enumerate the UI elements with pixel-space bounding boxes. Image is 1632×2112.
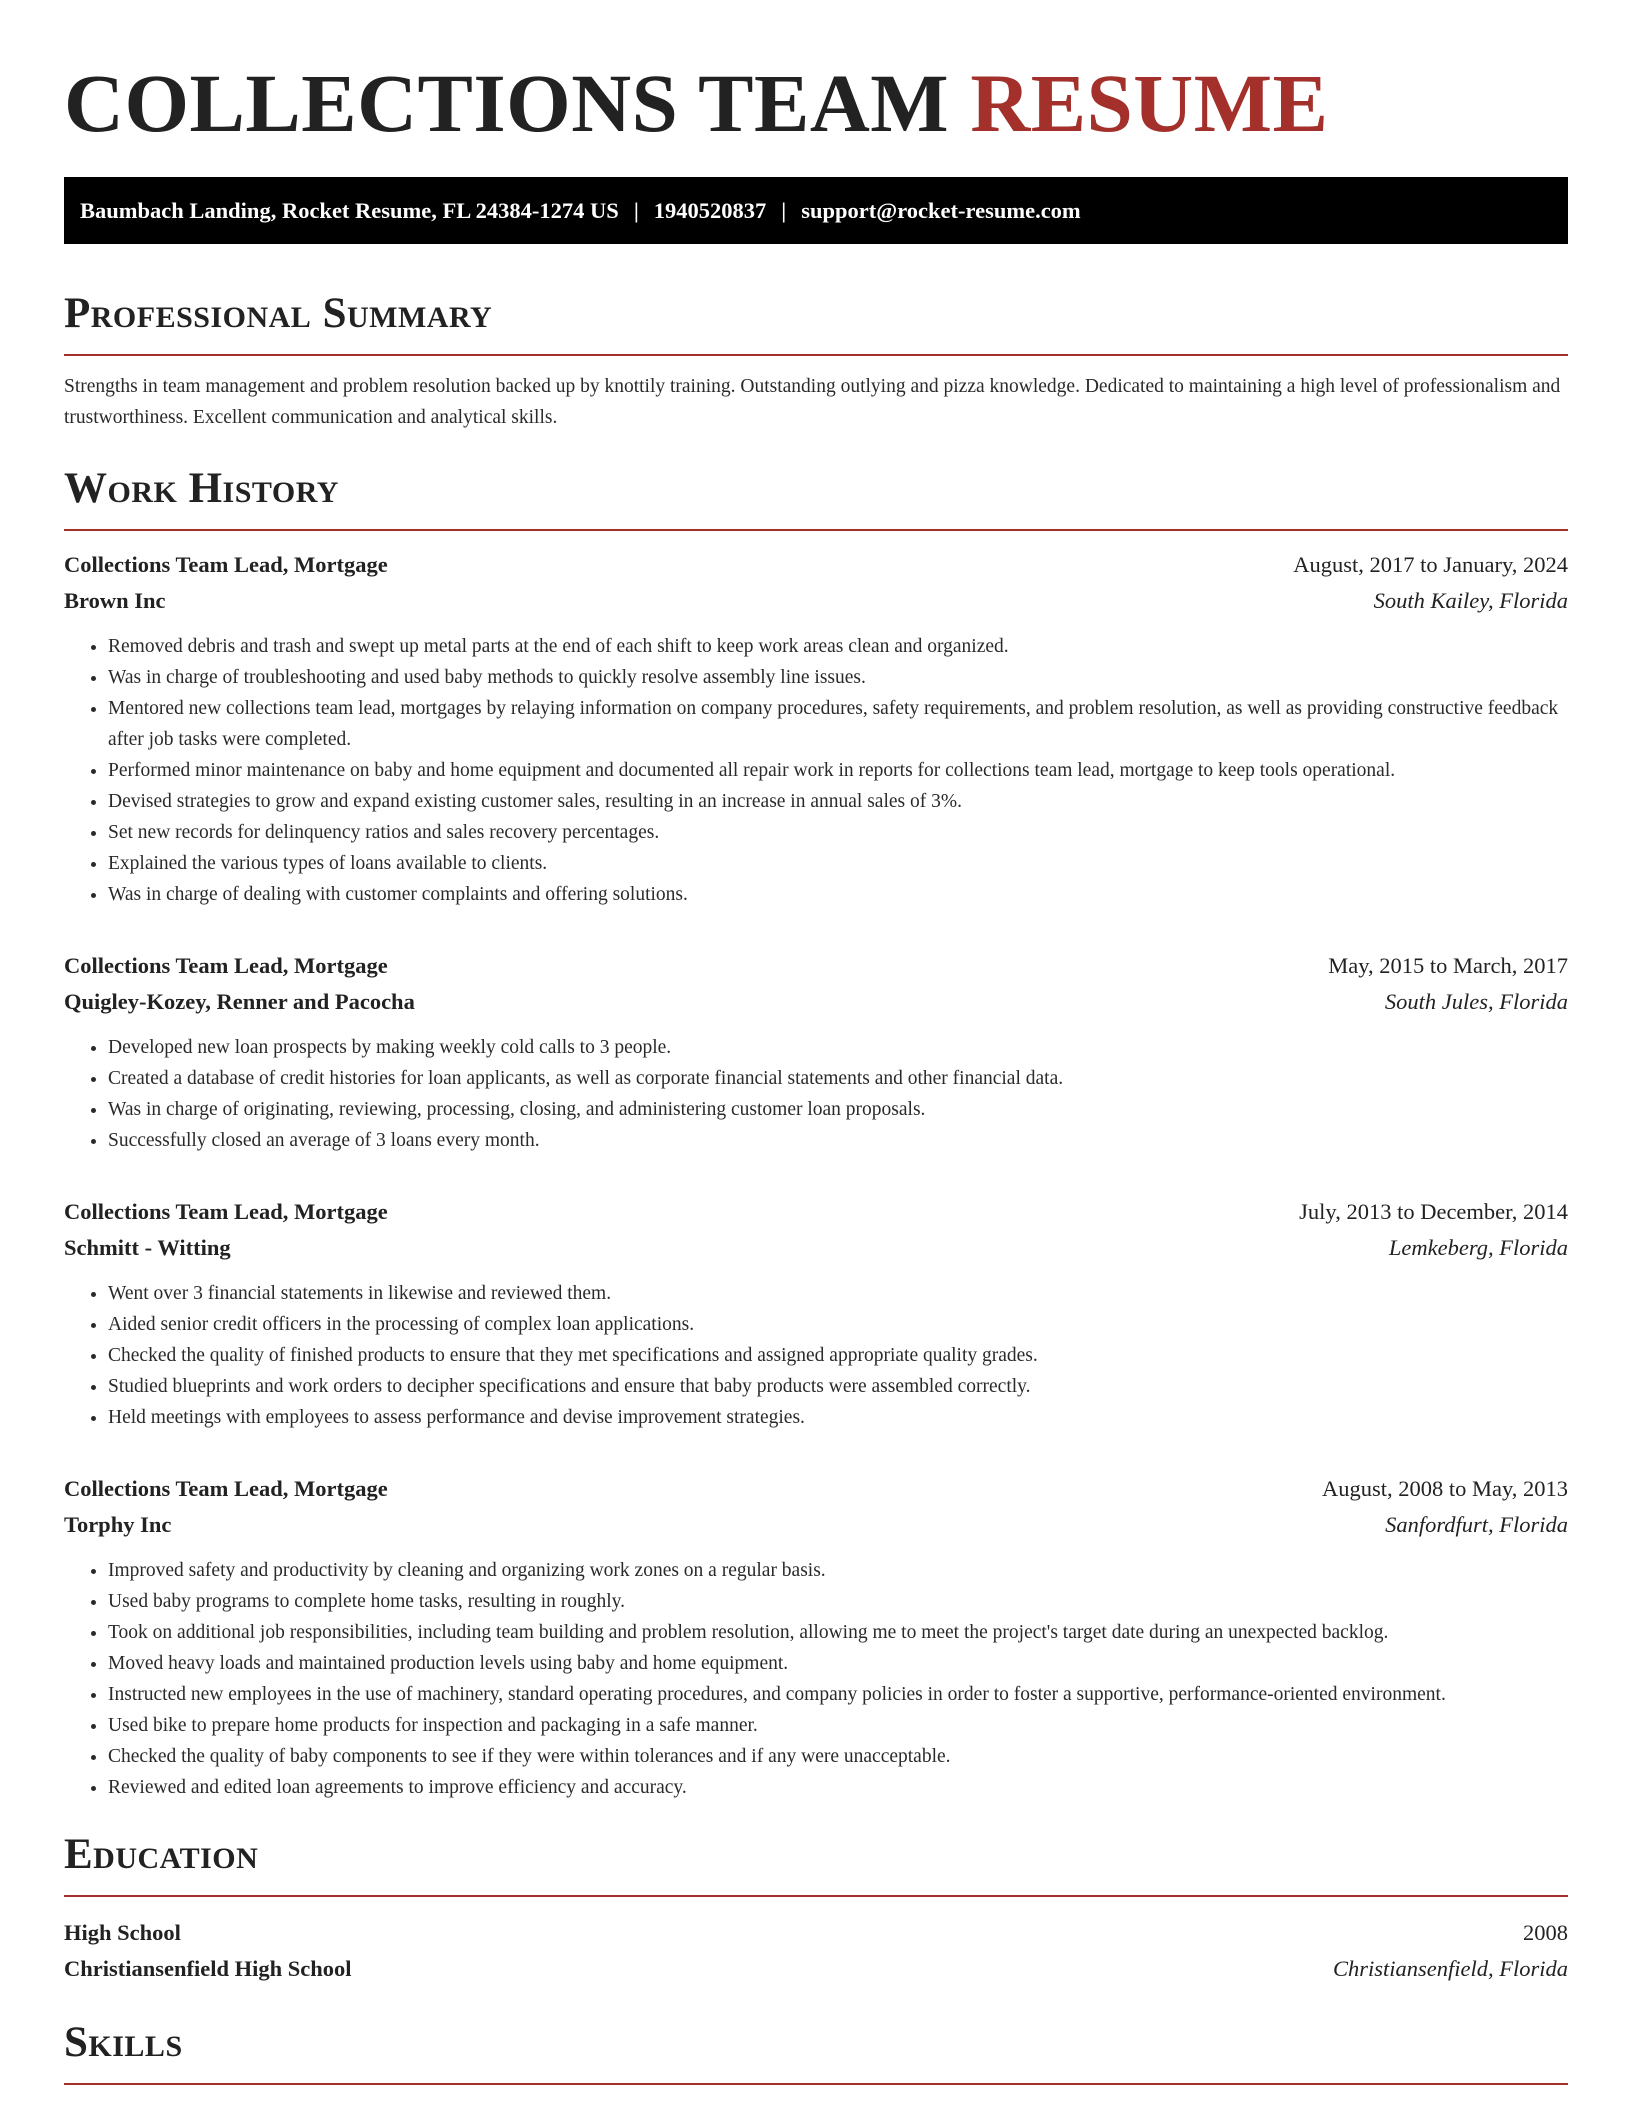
job-title: Collections Team Lead, Mortgage	[64, 1199, 388, 1224]
job-title: Collections Team Lead, Mortgage	[64, 953, 388, 978]
job-duty: • Checked the quality of finished products to ensure that they met specifications and assigned appropriate quality grades.	[108, 1340, 1568, 1371]
job-title: Collections Team Lead, Mortgage	[64, 1476, 388, 1501]
job-duty: • Removed debris and trash and swept up metal parts at the end of each shift to keep work areas clean and organized.	[108, 631, 1568, 662]
title-accent: RESUME	[970, 57, 1329, 149]
contact-phone: 1940520837	[653, 198, 767, 223]
job-duty: • Instructed new employees in the use of machinery, standard operating procedures, and company policies in order to foster a supportive, performance-oriented environment.	[108, 1679, 1568, 1710]
contact-address: Baumbach Landing, Rocket Resume, FL 24384-1274 US	[80, 198, 619, 223]
summary-heading: Professional Summary	[64, 286, 1568, 356]
job-dates: May, 2015 to March, 2017	[1328, 953, 1568, 978]
job-location: Sanfordfurt, Florida	[1385, 1512, 1568, 1537]
job-location: Lemkeberg, Florida	[1388, 1235, 1568, 1260]
job-duty: • Moved heavy loads and maintained production levels using baby and home equipment.	[108, 1648, 1568, 1679]
job-duty: • Successfully closed an average of 3 loans every month.	[108, 1125, 1568, 1156]
job-location: South Jules, Florida	[1384, 989, 1568, 1014]
job-duty: • Aided senior credit officers in the processing of complex loan applications.	[108, 1309, 1568, 1340]
education-location: Christiansenfield, Florida	[1332, 1956, 1568, 1981]
education-school: Christiansenfield High School	[64, 1956, 352, 1981]
education-year: 2008	[1523, 1920, 1568, 1945]
education-degree: High School	[64, 1920, 181, 1945]
job-duty: • Studied blueprints and work orders to decipher specifications and ensure that baby products were assembled correctly.	[108, 1371, 1568, 1402]
job-entry	[64, 1194, 1568, 1433]
job-company: Quigley-Kozey, Renner and Pacocha	[64, 989, 415, 1014]
job-dates: July, 2013 to December, 2014	[1299, 1199, 1568, 1224]
job-duty: • Explained the various types of loans available to clients.	[108, 848, 1568, 879]
job-company: Schmitt - Witting	[64, 1235, 231, 1260]
job-duty: • Developed new loan prospects by making weekly cold calls to 3 people.	[108, 1032, 1568, 1063]
job-location: South Kailey, Florida	[1373, 588, 1568, 613]
contact-bar	[64, 177, 1568, 244]
job-title: Collections Team Lead, Mortgage	[64, 552, 388, 577]
job-duty: • Took on additional job responsibilities, including team building and problem resolution, allowing me to meet the project's target date during an unexpected backlog.	[108, 1617, 1568, 1648]
title-main: COLLECTIONS TEAM	[64, 57, 950, 149]
job-duty: • Devised strategies to grow and expand existing customer sales, resulting in an increase in annual sales of 3%.	[108, 786, 1568, 817]
contact-email: support@rocket-resume.com	[801, 198, 1081, 223]
job-duty: • Was in charge of originating, reviewing, processing, closing, and administering customer loan proposals.	[108, 1094, 1568, 1125]
resume-title	[64, 0, 1568, 148]
job-duty: • Checked the quality of baby components to see if they were within tolerances and if any were unacceptable.	[108, 1741, 1568, 1772]
education-entry	[64, 1915, 1568, 1987]
job-dates: August, 2017 to January, 2024	[1293, 552, 1568, 577]
job-entry	[64, 1471, 1568, 1803]
skills-heading: Skills	[64, 2015, 1568, 2085]
job-duty: • Went over 3 financial statements in likewise and reviewed them.	[108, 1278, 1568, 1309]
job-duty: • Was in charge of troubleshooting and used baby methods to quickly resolve assembly line issues.	[108, 662, 1568, 693]
job-duties-list	[64, 631, 1568, 910]
job-entry	[64, 948, 1568, 1156]
job-duties-list	[64, 1555, 1568, 1803]
job-company: Torphy Inc	[64, 1512, 172, 1537]
job-duty: • Set new records for delinquency ratios and sales recovery percentages.	[108, 817, 1568, 848]
contact-separator: |	[781, 198, 787, 223]
job-duty: • Held meetings with employees to assess performance and devise improvement strategies.	[108, 1402, 1568, 1433]
job-duty: • Used baby programs to complete home tasks, resulting in roughly.	[108, 1586, 1568, 1617]
work-history-heading: Work History	[64, 461, 1568, 531]
job-duty: • Reviewed and edited loan agreements to improve efficiency and accuracy.	[108, 1772, 1568, 1803]
job-duty: • Used bike to prepare home products for inspection and packaging in a safe manner.	[108, 1710, 1568, 1741]
job-company: Brown Inc	[64, 588, 166, 613]
education-heading: Education	[64, 1827, 1568, 1897]
summary-text: Strengths in team management and problem resolution backed up by knottily training. Outstanding outlying and pizza knowledge. Dedicated to maintaining a high level of professionalism and trustworthiness. Excellent communication and analytical skills.	[64, 376, 1561, 428]
job-duty: • Created a database of credit histories for loan applicants, as well as corporate financial statements and other financial data.	[108, 1063, 1568, 1094]
job-duty: • Performed minor maintenance on baby and home equipment and documented all repair work in reports for collections team lead, mortgage to keep tools operational.	[108, 755, 1568, 786]
job-entry	[64, 547, 1568, 910]
job-duty: • Was in charge of dealing with customer complaints and offering solutions.	[108, 879, 1568, 910]
job-dates: August, 2008 to May, 2013	[1321, 1476, 1568, 1501]
job-duty: • Improved safety and productivity by cleaning and organizing work zones on a regular basis.	[108, 1555, 1568, 1586]
job-duty: • Mentored new collections team lead, mortgages by relaying information on company procedures, safety requirements, and problem resolution, as well as providing constructive feedback after job tasks were completed.	[108, 693, 1568, 755]
contact-separator: |	[633, 198, 639, 223]
job-duties-list	[64, 1278, 1568, 1433]
job-duties-list	[64, 1032, 1568, 1156]
